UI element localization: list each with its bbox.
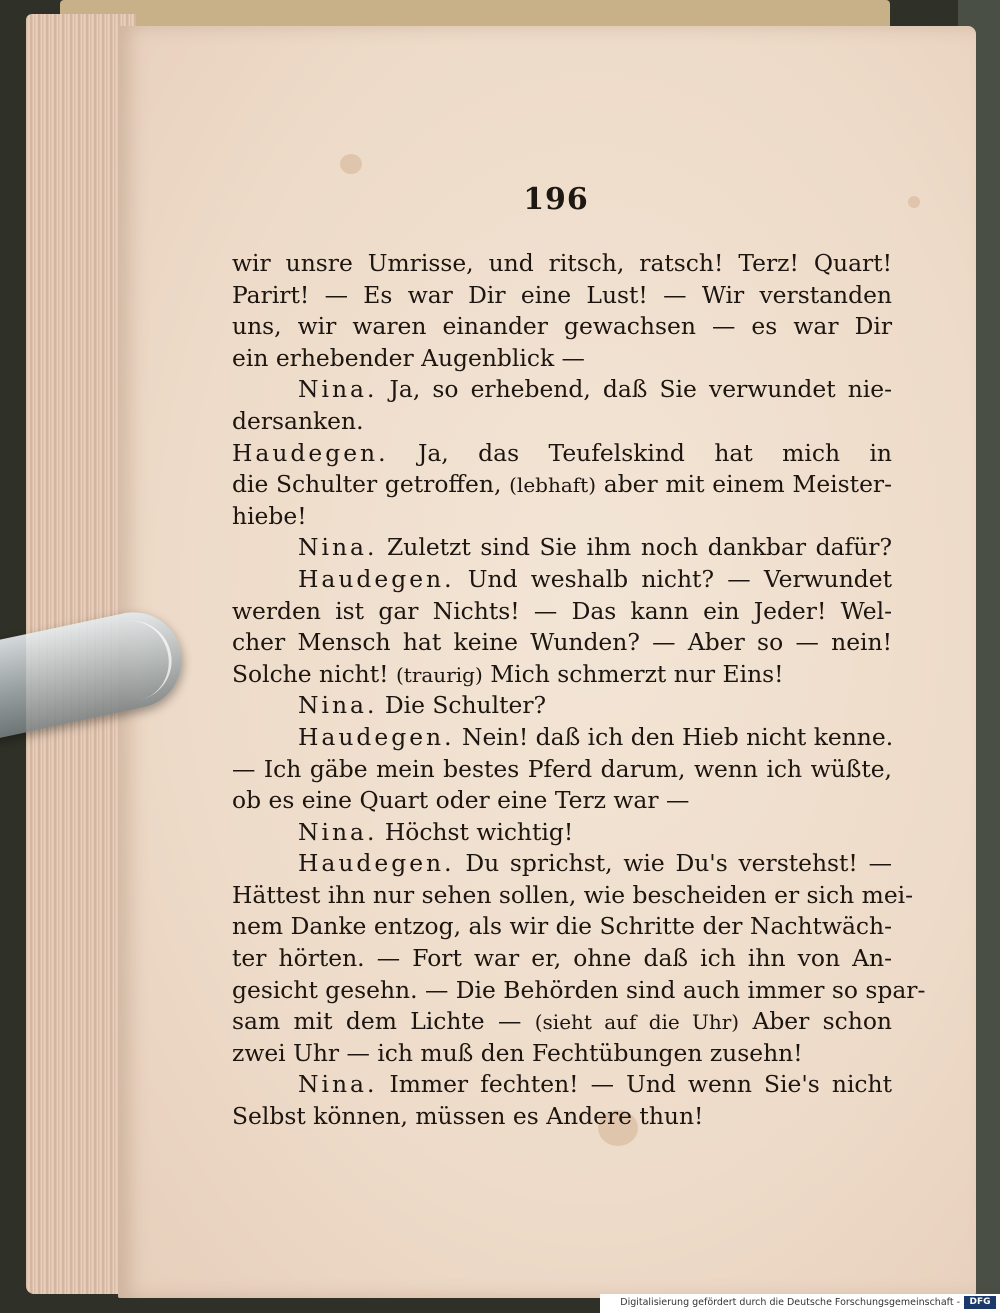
line-text: Hättest ihn nur sehen sollen, wie bescheiden er sich mei-	[232, 880, 914, 909]
text-line	[232, 311, 892, 343]
text-line	[232, 754, 892, 786]
speaker-name: Nina.	[298, 1070, 378, 1099]
text-line	[232, 469, 892, 501]
line-text: — Ich gäbe mein bestes Pferd darum, wenn ich wüßte,	[232, 754, 892, 783]
line-text: sam mit dem Lichte —	[232, 1007, 535, 1036]
text-line	[232, 1069, 892, 1101]
text-line	[232, 564, 892, 596]
text-line	[232, 280, 892, 312]
line-text: Zuletzt sind Sie ihm noch dankbar dafür?	[377, 533, 892, 562]
line-text: Aber schon	[739, 1007, 892, 1036]
text-line	[232, 343, 892, 375]
line-text: ter hörten. — Fort war er, ohne daß ich ihn von An-	[232, 944, 892, 973]
line-text: dersanken.	[232, 406, 364, 435]
line-text: werden ist gar Nichts! — Das kann ein Jeder! Wel-	[232, 596, 892, 625]
line-text: Nein! daß ich den Hieb nicht kenne.	[454, 722, 894, 751]
line-text: nem Danke entzog, als wir die Schritte der Nachtwäch-	[232, 912, 892, 941]
text-line	[232, 596, 892, 628]
text-line	[232, 248, 892, 280]
text-line	[232, 785, 892, 817]
line-text: Und weshalb nicht? — Verwundet	[454, 564, 892, 593]
text-line	[232, 848, 892, 880]
line-text: Parirt! — Es war Dir eine Lust! — Wir verstanden	[232, 280, 892, 309]
stage-direction: (sieht auf die Uhr)	[534, 1010, 740, 1035]
text-line	[232, 880, 914, 912]
dfg-logo: DFG	[964, 1296, 996, 1309]
line-text: Höchst wichtig!	[377, 817, 574, 846]
text-line	[232, 1038, 892, 1070]
text-line	[232, 690, 892, 722]
line-text: Mich schmerzt nur Eins!	[482, 659, 784, 688]
speaker-name: Haudegen.	[298, 564, 455, 593]
text-line	[232, 911, 892, 943]
speaker-name: Nina.	[298, 691, 378, 720]
line-text: Selbst können, müssen es Andere thun!	[232, 1102, 704, 1131]
line-text: Ja, das Teufelskind hat mich in	[388, 438, 892, 467]
stage-direction: (lebhaft)	[509, 473, 597, 498]
line-text: ob es eine Quart oder eine Terz war —	[232, 786, 690, 815]
stage-direction: (traurig)	[395, 662, 483, 687]
text-line	[232, 1006, 892, 1038]
text-line	[232, 532, 892, 564]
line-text: uns, wir waren einander gewachsen — es war Dir	[232, 312, 892, 341]
page-text	[232, 248, 926, 1133]
line-text: Solche nicht!	[232, 659, 396, 688]
line-text: gesicht gesehn. — Die Behörden sind auch immer so spar-	[232, 975, 926, 1004]
speaker-name: Nina.	[298, 817, 378, 846]
line-text: hiebe!	[232, 501, 307, 530]
line-text: aber mit einem Meister-	[596, 470, 892, 499]
line-text: Du sprichst, wie Du's verstehst! —	[454, 849, 892, 878]
line-text: wir unsre Umrisse, und ritsch, ratsch! Terz! Quart!	[232, 249, 892, 277]
line-text: zwei Uhr — ich muß den Fechtübungen zusehn!	[232, 1038, 803, 1067]
text-line	[232, 817, 892, 849]
text-line	[232, 627, 892, 659]
line-text: die Schulter getroffen,	[232, 470, 510, 499]
speaker-name: Nina.	[298, 375, 378, 404]
line-text: Ja, so erhebend, daß Sie verwundet nie-	[377, 375, 892, 404]
paper-stain	[340, 154, 362, 174]
page-number: 196	[523, 182, 589, 217]
text-line	[232, 722, 892, 754]
speaker-name: Haudegen.	[298, 722, 455, 751]
speaker-name: Haudegen.	[232, 438, 389, 467]
text-line	[232, 406, 892, 438]
text-line	[232, 438, 892, 470]
text-line	[232, 374, 892, 406]
line-text: cher Mensch hat keine Wunden? — Aber so — nein!	[232, 628, 892, 657]
text-line	[232, 975, 926, 1007]
speaker-name: Haudegen.	[298, 849, 455, 878]
line-text: Die Schulter?	[377, 691, 547, 720]
funding-notice: Digitalisierung gefördert durch die Deutsche Forschungsgemeinschaft -	[620, 1297, 960, 1308]
text-line	[232, 1101, 892, 1133]
digitization-footer	[600, 1294, 1000, 1313]
text-line	[232, 501, 892, 533]
line-text: Immer fechten! — Und wenn Sie's nicht	[377, 1070, 892, 1099]
speaker-name: Nina.	[298, 533, 378, 562]
line-text: ein erhebender Augenblick —	[232, 343, 585, 372]
text-line	[232, 659, 892, 691]
text-line	[232, 943, 892, 975]
